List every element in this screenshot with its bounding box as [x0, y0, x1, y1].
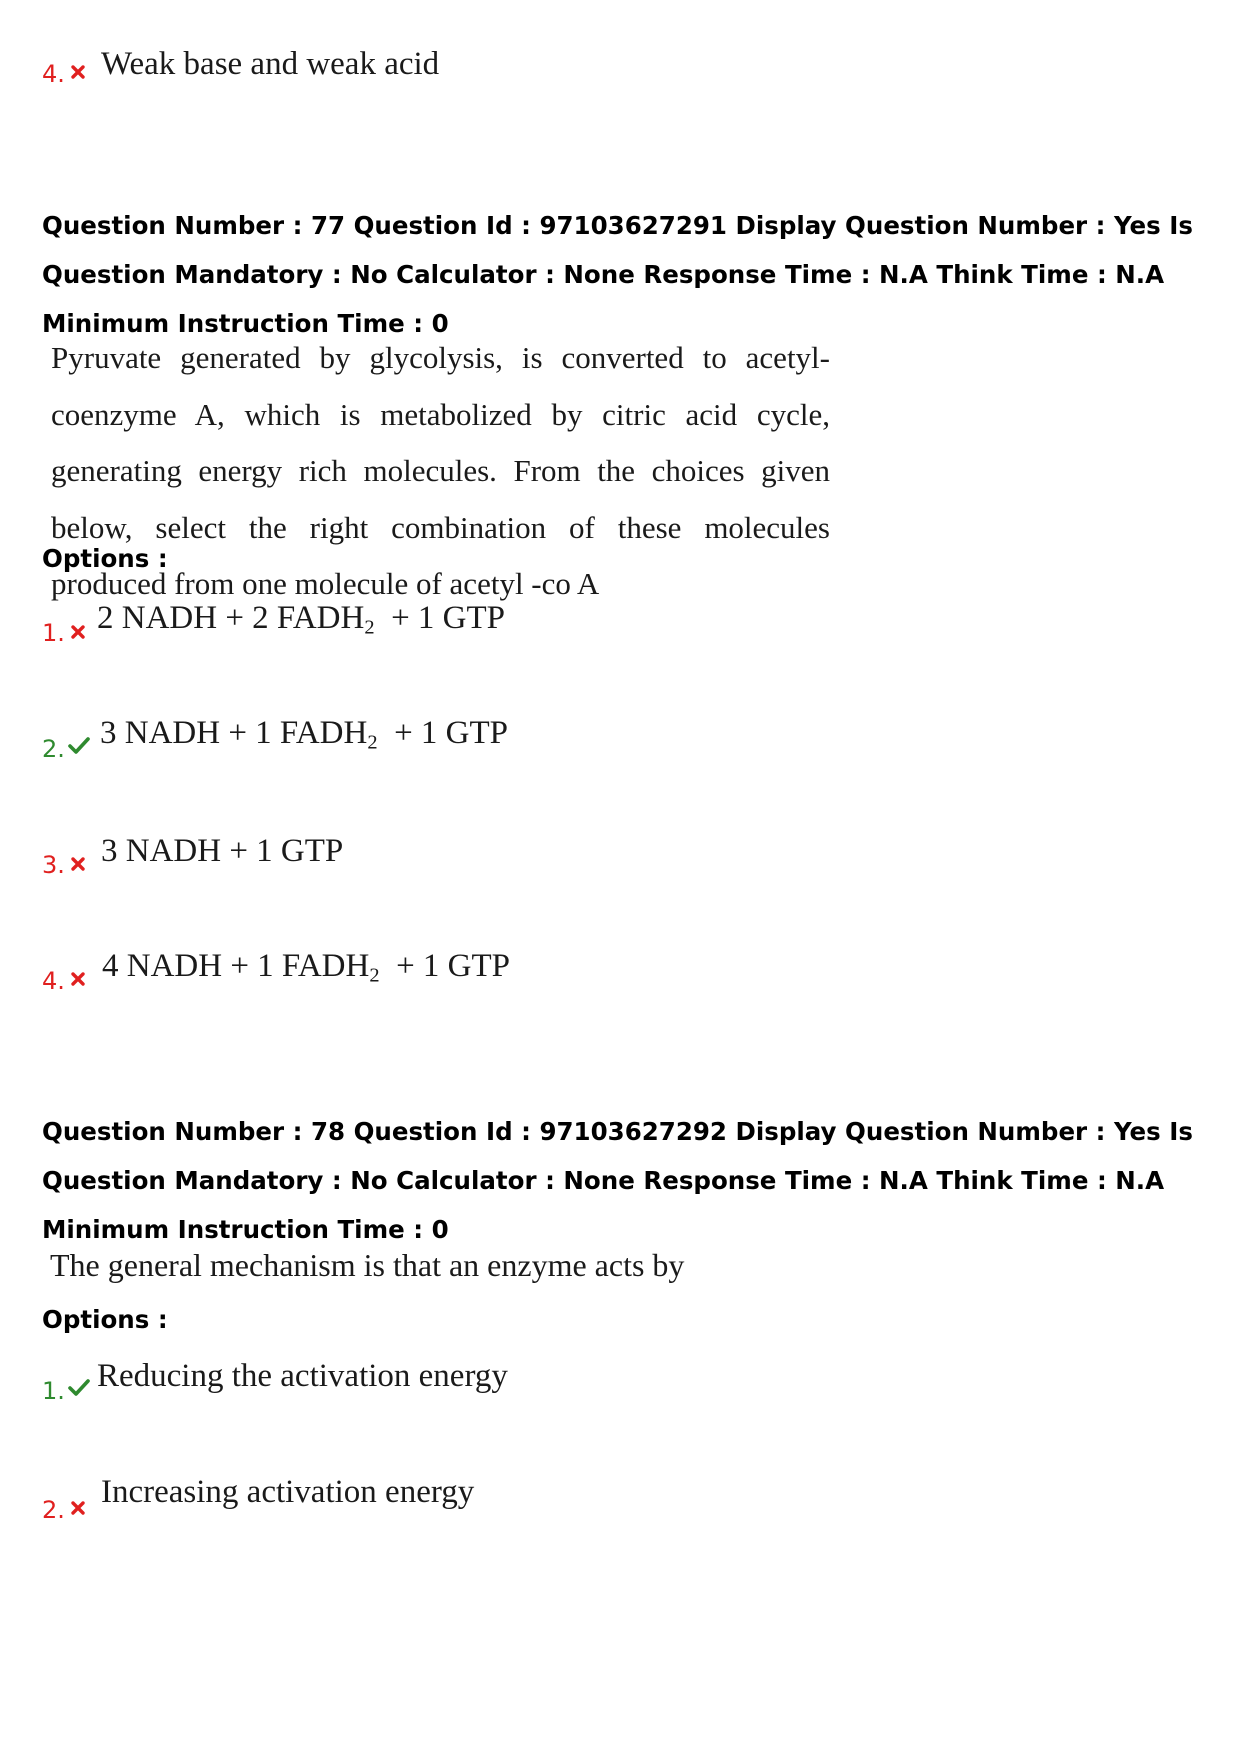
question-stem: Pyruvate generated by glycolysis, is converted to acetyl-coenzyme A, which is metabolized by citric acid cycle, generating energy rich molecules. From the choices given below, select the right combination of these molecules produced from one molecule of acetyl -co A — [51, 340, 830, 601]
option-number: 2. — [42, 1496, 65, 1524]
check-icon — [68, 737, 90, 755]
cross-icon — [70, 856, 86, 872]
option-number: 4. — [42, 60, 65, 88]
option-number: 2. — [42, 735, 65, 763]
option-text: 4 NADH + 1 $FADH_2 + 1$ GTP — [102, 948, 511, 987]
option-text: 3 NADH + 1 GTP — [101, 833, 344, 869]
question-header: Question Number : 78 Question Id : 97103627292 Display Question Number : Yes Is Question Mandatory : No Calculator : None Response Time : N.A Think Time : N.A Minimum Instruction Time : 0 — [42, 1117, 1193, 1244]
options-label: Options : — [42, 544, 168, 573]
option-number: 1. — [42, 619, 65, 647]
question-stem: The general mechanism is that an enzyme acts by — [50, 1247, 685, 1283]
cross-icon — [70, 624, 86, 640]
option-text: 2 NADH + 2 $FADH_2 + 1$ GTP — [97, 600, 506, 639]
option-number: 4. — [42, 967, 65, 995]
option-text: Reducing the activation energy — [97, 1358, 508, 1394]
option-number: 1. — [42, 1377, 65, 1405]
cross-icon — [70, 64, 86, 80]
option-number: 3. — [42, 851, 65, 879]
option-text: Increasing activation energy — [101, 1474, 475, 1510]
check-icon — [68, 1379, 90, 1397]
option-text: Weak base and weak acid — [101, 46, 440, 82]
cross-icon — [70, 971, 86, 987]
cross-icon — [70, 1500, 86, 1516]
option-text: 3 NADH + 1 $FADH_2 + 1$ GTP — [100, 715, 509, 754]
question-header: Question Number : 77 Question Id : 97103627291 Display Question Number : Yes Is Question Mandatory : No Calculator : None Response Time : N.A Think Time : N.A Minimum Instruction Time : 0 — [42, 211, 1193, 338]
options-label: Options : — [42, 1305, 168, 1334]
